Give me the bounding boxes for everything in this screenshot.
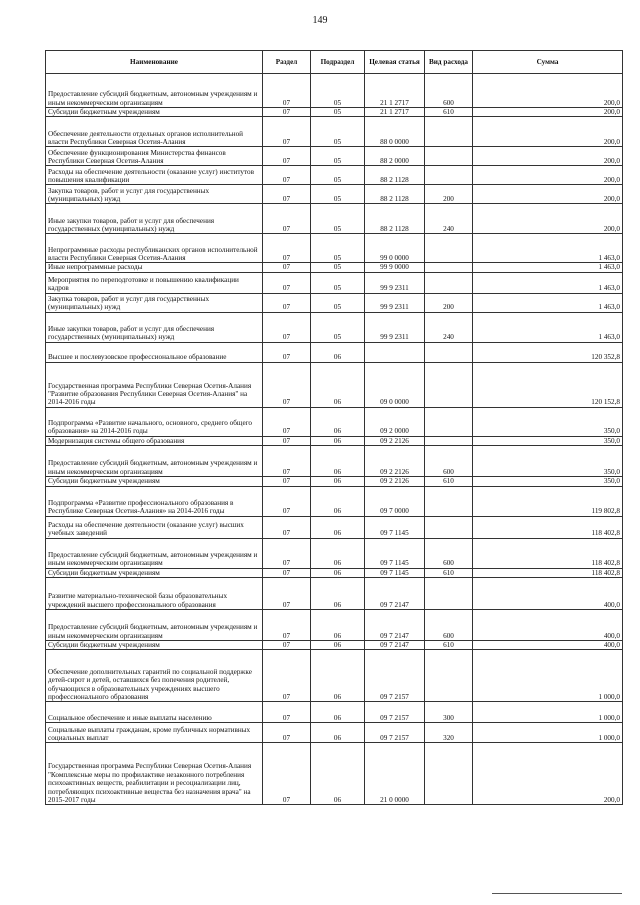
row-sum: 120 352,8 <box>473 342 623 362</box>
row-name: Социальные выплаты гражданам, кроме публичных нормативных социальных выплат <box>46 723 263 743</box>
row-type <box>425 486 473 516</box>
row-type <box>425 147 473 166</box>
row-type: 610 <box>425 641 473 650</box>
row-target: 09 0 0000 <box>365 362 425 407</box>
table-row <box>46 234 623 263</box>
row-target: 21 1 2717 <box>365 74 425 108</box>
row-sum: 118 402,8 <box>473 538 623 568</box>
row-sum: 200,0 <box>473 74 623 108</box>
row-target: 09 7 2157 <box>365 702 425 723</box>
row-sum: 1 463,0 <box>473 234 623 263</box>
row-type <box>425 407 473 436</box>
row-name: Обеспечение дополнительных гарантий по социальной поддержке детей-сирот и детей, оставшихся без попечения родителей, обучающихся в образовательных учреждениях высшего профессионального образования <box>46 650 263 702</box>
table-row <box>46 74 623 108</box>
row-type <box>425 272 473 293</box>
row-sum: 350,0 <box>473 436 623 445</box>
row-sum: 200,0 <box>473 743 623 805</box>
row-section: 07 <box>263 568 311 577</box>
row-subsection: 05 <box>311 293 365 312</box>
row-type <box>425 436 473 445</box>
row-subsection: 06 <box>311 436 365 445</box>
table-row <box>46 568 623 577</box>
row-target: 09 7 2157 <box>365 723 425 743</box>
row-subsection: 06 <box>311 538 365 568</box>
row-section: 07 <box>263 147 311 166</box>
column-header-target: Целевая статья <box>365 51 425 74</box>
row-name: Высшее и послевузовское профессиональное образование <box>46 342 263 362</box>
table-row <box>46 723 623 743</box>
row-target: 09 7 1145 <box>365 538 425 568</box>
column-header-type: Вид расхода <box>425 51 473 74</box>
table-row <box>46 204 623 234</box>
row-target: 99 9 2311 <box>365 272 425 293</box>
row-name: Обеспечение деятельности отдельных органов исполнительной власти Республики Северная Осетия-Алания <box>46 117 263 147</box>
row-type: 600 <box>425 610 473 641</box>
table-row <box>46 263 623 272</box>
row-subsection: 06 <box>311 743 365 805</box>
row-target: 09 2 0000 <box>365 407 425 436</box>
row-name: Предоставление субсидий бюджетным, автономным учреждениям и иным некоммерческим организациям <box>46 538 263 568</box>
row-section: 07 <box>263 74 311 108</box>
table-row <box>46 578 623 610</box>
row-target: 88 0 0000 <box>365 117 425 147</box>
row-name: Государственная программа Республики Северная Осетия-Алания "Развитие образования Республики Северная Осетия-Алания" на 2014-2016 годы <box>46 362 263 407</box>
row-sum: 350,0 <box>473 407 623 436</box>
row-target: 09 2 2126 <box>365 446 425 477</box>
row-subsection: 06 <box>311 568 365 577</box>
table-body <box>46 74 623 805</box>
row-type <box>425 117 473 147</box>
row-sum: 1 000,0 <box>473 723 623 743</box>
table-row <box>46 516 623 538</box>
row-section: 07 <box>263 578 311 610</box>
row-name: Подпрограмма «Развитие профессионального образования в Республике Северная Осетия-Алания» на 2014-2016 годы <box>46 486 263 516</box>
row-type: 600 <box>425 538 473 568</box>
row-target: 88 2 1128 <box>365 204 425 234</box>
row-target: 88 2 1128 <box>365 185 425 204</box>
table-row <box>46 702 623 723</box>
row-section: 07 <box>263 743 311 805</box>
table-row <box>46 650 623 702</box>
row-sum: 350,0 <box>473 477 623 486</box>
row-target: 21 0 0000 <box>365 743 425 805</box>
row-type <box>425 263 473 272</box>
table-row <box>46 436 623 445</box>
row-subsection: 06 <box>311 723 365 743</box>
row-section: 07 <box>263 342 311 362</box>
column-header-subsection: Подраздел <box>311 51 365 74</box>
row-type: 610 <box>425 477 473 486</box>
row-name: Расходы на обеспечение деятельности (оказание услуг) институтов повышения квалификации <box>46 166 263 185</box>
row-subsection: 06 <box>311 407 365 436</box>
row-sum: 200,0 <box>473 166 623 185</box>
row-subsection: 06 <box>311 610 365 641</box>
row-subsection: 05 <box>311 74 365 108</box>
row-subsection: 06 <box>311 702 365 723</box>
budget-table <box>45 50 623 805</box>
row-type <box>425 578 473 610</box>
row-target: 21 1 2717 <box>365 108 425 117</box>
row-target: 09 2 2126 <box>365 436 425 445</box>
row-type: 610 <box>425 568 473 577</box>
row-section: 07 <box>263 641 311 650</box>
row-subsection: 06 <box>311 362 365 407</box>
row-type: 200 <box>425 293 473 312</box>
row-name: Субсидии бюджетным учреждениям <box>46 568 263 577</box>
row-sum: 200,0 <box>473 117 623 147</box>
row-name: Обеспечение функционирования Министерства финансов Республики Северная Осетия-Алания <box>46 147 263 166</box>
row-name: Субсидии бюджетным учреждениям <box>46 108 263 117</box>
row-name: Иные закупки товаров, работ и услуг для обеспечения государственных (муниципальных) нужд <box>46 312 263 342</box>
row-type: 600 <box>425 446 473 477</box>
row-name: Закупка товаров, работ и услуг для государственных (муниципальных) нужд <box>46 185 263 204</box>
row-subsection: 06 <box>311 477 365 486</box>
row-sum: 119 802,8 <box>473 486 623 516</box>
table-row <box>46 477 623 486</box>
row-type <box>425 234 473 263</box>
row-type <box>425 362 473 407</box>
row-target: 99 9 0000 <box>365 263 425 272</box>
row-section: 07 <box>263 293 311 312</box>
row-subsection: 05 <box>311 147 365 166</box>
row-section: 07 <box>263 610 311 641</box>
row-type: 610 <box>425 108 473 117</box>
row-name: Развитие материально-технической базы образовательных учреждений высшего профессионального образования <box>46 578 263 610</box>
row-section: 07 <box>263 204 311 234</box>
row-name: Подпрограмма «Развитие начального, основного, среднего общего образования» на 2014-2016 годы <box>46 407 263 436</box>
row-name: Субсидии бюджетным учреждениям <box>46 477 263 486</box>
row-section: 07 <box>263 312 311 342</box>
row-target: 88 2 1128 <box>365 166 425 185</box>
row-subsection: 06 <box>311 641 365 650</box>
table-row <box>46 743 623 805</box>
row-target: 99 9 2311 <box>365 293 425 312</box>
row-subsection: 05 <box>311 234 365 263</box>
table-row <box>46 641 623 650</box>
row-type: 200 <box>425 185 473 204</box>
row-type: 240 <box>425 312 473 342</box>
row-section: 07 <box>263 362 311 407</box>
row-sum: 1 463,0 <box>473 312 623 342</box>
row-subsection: 06 <box>311 650 365 702</box>
row-section: 07 <box>263 650 311 702</box>
row-target: 09 7 2157 <box>365 650 425 702</box>
row-name: Предоставление субсидий бюджетным, автономным учреждениям и иным некоммерческим организациям <box>46 446 263 477</box>
row-sum: 200,0 <box>473 185 623 204</box>
row-section: 07 <box>263 108 311 117</box>
row-section: 07 <box>263 702 311 723</box>
row-subsection: 06 <box>311 516 365 538</box>
row-subsection: 05 <box>311 185 365 204</box>
row-subsection: 05 <box>311 108 365 117</box>
row-name: Предоставление субсидий бюджетным, автономным учреждениям и иным некоммерческим организациям <box>46 74 263 108</box>
row-sum: 118 402,8 <box>473 516 623 538</box>
row-name: Предоставление субсидий бюджетным, автономным учреждениям и иным некоммерческим организациям <box>46 610 263 641</box>
table-row <box>46 108 623 117</box>
table-header-row <box>46 51 623 74</box>
row-subsection: 05 <box>311 204 365 234</box>
table-row <box>46 147 623 166</box>
column-header-sum: Сумма <box>473 51 623 74</box>
row-sum: 118 402,8 <box>473 568 623 577</box>
row-target: 88 2 0000 <box>365 147 425 166</box>
row-sum: 1 463,0 <box>473 272 623 293</box>
page-number: 149 <box>312 15 328 26</box>
row-subsection: 05 <box>311 272 365 293</box>
row-subsection: 05 <box>311 166 365 185</box>
row-name: Непрограммные расходы республиканских органов исполнительной власти Республики Северная Осетия-Алания <box>46 234 263 263</box>
row-target: 99 9 2311 <box>365 312 425 342</box>
row-name: Государственная программа Республики Северная Осетия-Алания "Комплексные меры по профилактике незаконного потребления психоактивных веществ, реабилитации и ресоциализации лиц, потребляющих психоактивные вещества без назначения врача" на 2015-2017 годы <box>46 743 263 805</box>
table-row <box>46 117 623 147</box>
row-target: 09 7 0000 <box>365 486 425 516</box>
table-row <box>46 486 623 516</box>
row-target: 99 0 0000 <box>365 234 425 263</box>
row-target: 09 7 1145 <box>365 568 425 577</box>
row-name: Расходы на обеспечение деятельности (оказание услуг) высших учебных заведений <box>46 516 263 538</box>
table-row <box>46 185 623 204</box>
row-section: 07 <box>263 516 311 538</box>
row-sum: 400,0 <box>473 641 623 650</box>
row-target: 09 7 1145 <box>365 516 425 538</box>
table-row <box>46 166 623 185</box>
row-sum: 200,0 <box>473 108 623 117</box>
row-name: Закупка товаров, работ и услуг для государственных (муниципальных) нужд <box>46 293 263 312</box>
row-section: 07 <box>263 446 311 477</box>
row-target: 09 7 2147 <box>365 610 425 641</box>
row-name: Мероприятия по переподготовке и повышению квалификации кадров <box>46 272 263 293</box>
row-name: Иные непрограммные расходы <box>46 263 263 272</box>
row-sum: 400,0 <box>473 610 623 641</box>
footer-divider <box>492 893 622 894</box>
row-type: 300 <box>425 702 473 723</box>
row-section: 07 <box>263 166 311 185</box>
row-section: 07 <box>263 477 311 486</box>
row-type <box>425 516 473 538</box>
row-sum: 200,0 <box>473 147 623 166</box>
row-type <box>425 650 473 702</box>
row-subsection: 06 <box>311 446 365 477</box>
row-sum: 1 463,0 <box>473 293 623 312</box>
column-header-name: Наименование <box>46 51 263 74</box>
row-subsection: 05 <box>311 312 365 342</box>
row-section: 07 <box>263 538 311 568</box>
row-name: Модернизация системы общего образования <box>46 436 263 445</box>
row-section: 07 <box>263 436 311 445</box>
row-section: 07 <box>263 263 311 272</box>
row-section: 07 <box>263 272 311 293</box>
table-row <box>46 446 623 477</box>
row-subsection: 05 <box>311 263 365 272</box>
row-type <box>425 166 473 185</box>
row-target <box>365 342 425 362</box>
table-row <box>46 293 623 312</box>
row-sum: 1 463,0 <box>473 263 623 272</box>
table-row <box>46 538 623 568</box>
row-sum: 1 000,0 <box>473 702 623 723</box>
row-name: Субсидии бюджетным учреждениям <box>46 641 263 650</box>
row-type: 600 <box>425 74 473 108</box>
row-subsection: 06 <box>311 342 365 362</box>
row-subsection: 06 <box>311 578 365 610</box>
row-target: 09 7 2147 <box>365 578 425 610</box>
row-section: 07 <box>263 723 311 743</box>
row-subsection: 05 <box>311 117 365 147</box>
row-target: 09 7 2147 <box>365 641 425 650</box>
row-name: Социальное обеспечение и иные выплаты населению <box>46 702 263 723</box>
row-section: 07 <box>263 234 311 263</box>
row-sum: 1 000,0 <box>473 650 623 702</box>
table-row <box>46 362 623 407</box>
table-row <box>46 407 623 436</box>
row-type: 240 <box>425 204 473 234</box>
column-header-section: Раздел <box>263 51 311 74</box>
row-section: 07 <box>263 185 311 204</box>
row-subsection: 06 <box>311 486 365 516</box>
row-sum: 400,0 <box>473 578 623 610</box>
row-section: 07 <box>263 407 311 436</box>
row-sum: 350,0 <box>473 446 623 477</box>
row-name: Иные закупки товаров, работ и услуг для обеспечения государственных (муниципальных) нужд <box>46 204 263 234</box>
row-section: 07 <box>263 117 311 147</box>
row-type <box>425 342 473 362</box>
row-sum: 120 152,8 <box>473 362 623 407</box>
table-row <box>46 272 623 293</box>
table-row <box>46 342 623 362</box>
row-type: 320 <box>425 723 473 743</box>
row-type <box>425 743 473 805</box>
row-target: 09 2 2126 <box>365 477 425 486</box>
table-row <box>46 610 623 641</box>
row-sum: 200,0 <box>473 204 623 234</box>
row-section: 07 <box>263 486 311 516</box>
table-row <box>46 312 623 342</box>
